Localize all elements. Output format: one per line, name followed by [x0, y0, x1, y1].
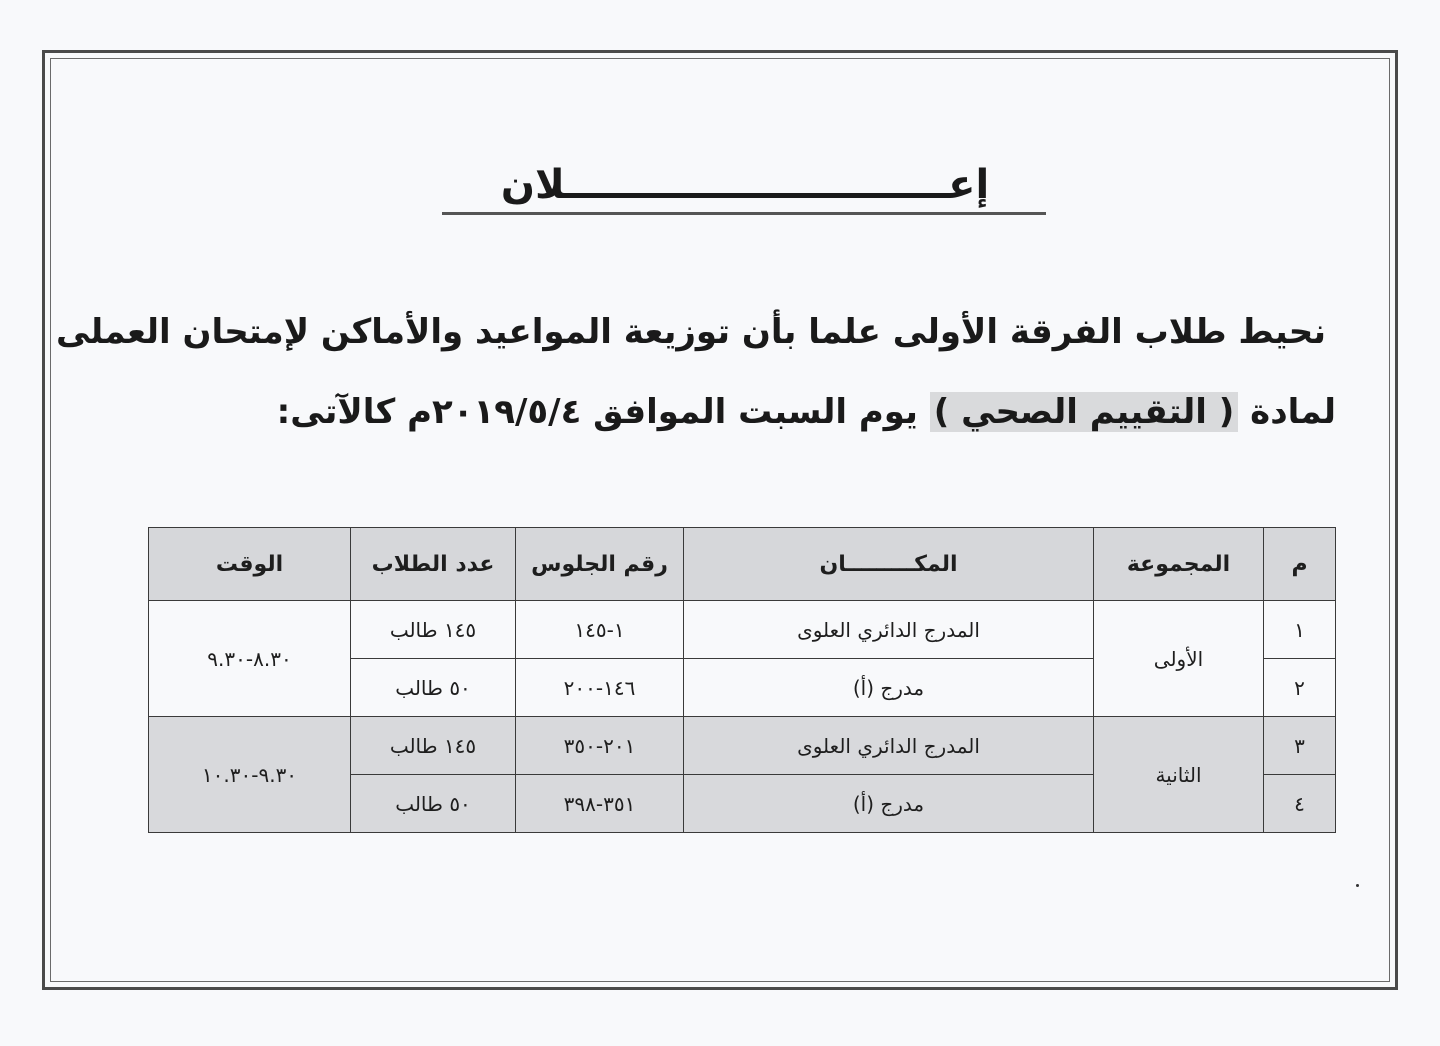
time-cell: ٨.٣٠-٩.٣٠	[149, 601, 351, 717]
intro-line-2-prefix: لمادة	[1250, 392, 1336, 432]
place-cell: مدرج (أ)	[684, 659, 1094, 717]
header-place: المكـــــــــان	[684, 528, 1094, 601]
students-cell: ١٤٥ طالب	[351, 717, 516, 775]
header-group: المجموعة	[1094, 528, 1264, 601]
table-header-row	[149, 528, 1336, 601]
seats-cell: ٢٠١-٣٥٠	[516, 717, 684, 775]
scan-speck	[1356, 884, 1359, 887]
row-index: ٤	[1264, 775, 1336, 833]
header-student-count: عدد الطلاب	[351, 528, 516, 601]
seats-cell: ١-١٤٥	[516, 601, 684, 659]
row-index: ٢	[1264, 659, 1336, 717]
students-cell: ١٤٥ طالب	[351, 601, 516, 659]
row-index: ١	[1264, 601, 1336, 659]
seats-cell: ٣٥١-٣٩٨	[516, 775, 684, 833]
header-time: الوقت	[149, 528, 351, 601]
intro-line-1: نحيط طلاب الفرقة الأولى علما بأن توزيعة المواعيد والأماكن لإمتحان العملى	[55, 312, 1326, 352]
row-index: ٣	[1264, 717, 1336, 775]
title-underline	[442, 212, 1046, 215]
header-index: م	[1264, 528, 1336, 601]
students-cell: ٥٠ طالب	[351, 659, 516, 717]
intro-line-2	[277, 380, 1336, 444]
intro-line-2-suffix: يوم السبت الموافق ٢٠١٩/٥/٤م كالآتى:	[276, 392, 918, 432]
subject-highlight: ( التقييم الصحي )	[930, 392, 1239, 432]
place-cell: المدرج الدائري العلوى	[684, 601, 1094, 659]
seats-cell: ١٤٦-٢٠٠	[516, 659, 684, 717]
exam-schedule-table	[148, 527, 1336, 833]
time-cell: ٩.٣٠-١٠.٣٠	[149, 717, 351, 833]
place-cell: مدرج (أ)	[684, 775, 1094, 833]
group-name: الثانية	[1094, 717, 1264, 833]
table-row	[149, 717, 1336, 775]
students-cell: ٥٠ طالب	[351, 775, 516, 833]
announcement-title: إعــــــــــــــــــــــــــــلان	[500, 162, 990, 208]
table-row	[149, 601, 1336, 659]
header-seat-numbers: رقم الجلوس	[516, 528, 684, 601]
group-name: الأولى	[1094, 601, 1264, 717]
place-cell: المدرج الدائري العلوى	[684, 717, 1094, 775]
